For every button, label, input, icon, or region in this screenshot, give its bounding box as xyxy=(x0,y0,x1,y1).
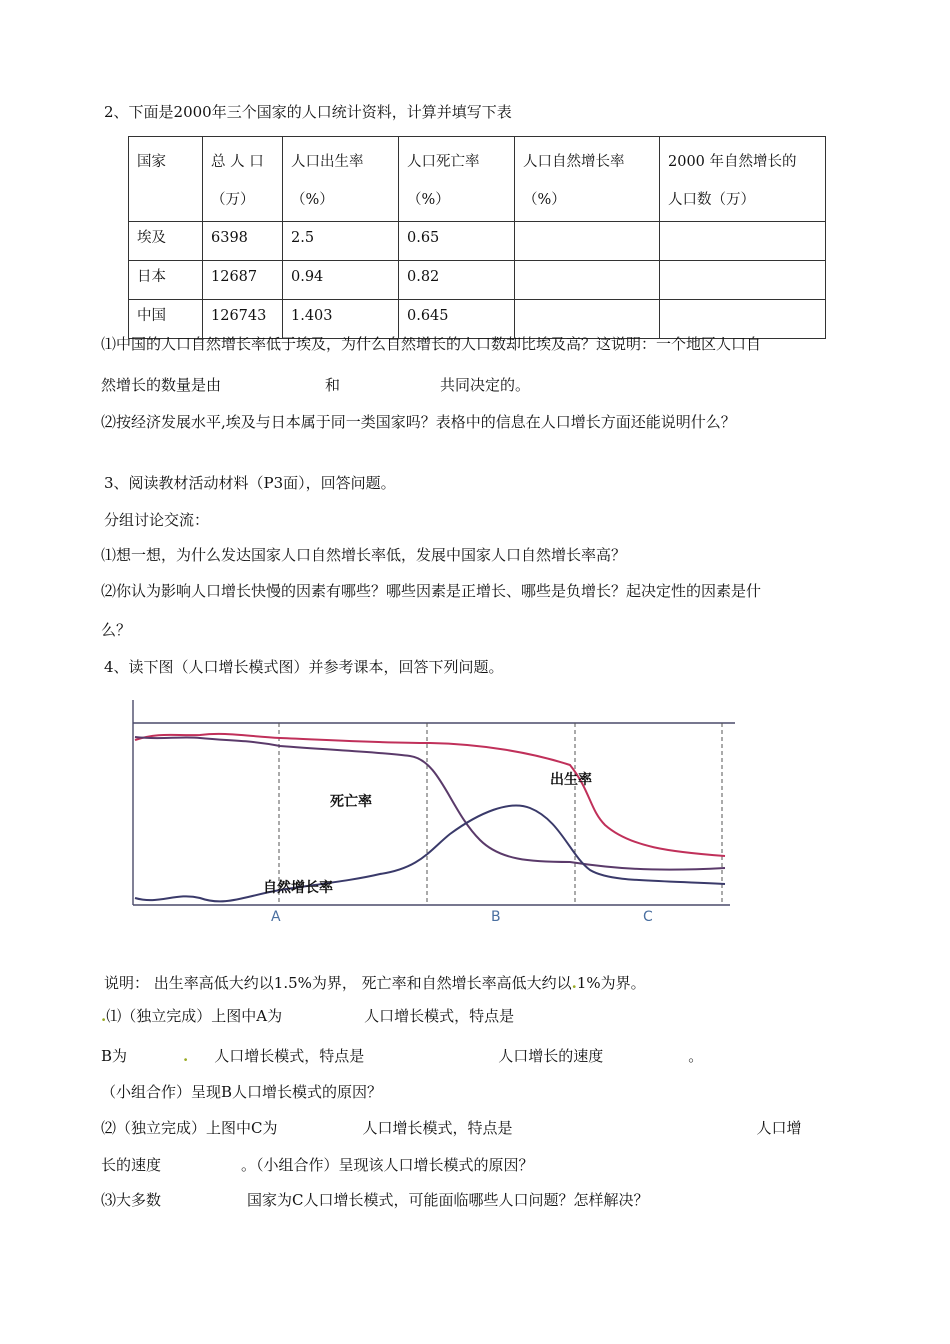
cell-country: 埃及 xyxy=(129,222,203,261)
header-country: 国家 xyxy=(129,137,203,222)
q2-sub1-part2: 和 xyxy=(325,376,341,394)
header-population: 总 人 口 （万） xyxy=(203,137,283,222)
q3-sub2-line2: 么？ xyxy=(101,621,132,639)
cell-natural-growth-rate[interactable] xyxy=(515,300,660,339)
cell-birth-rate: 0.94 xyxy=(283,261,399,300)
stage-label-c: C xyxy=(643,909,653,925)
q4-s2-speed-label: 长的速度 xyxy=(101,1156,162,1174)
cell-birth-rate: 1.403 xyxy=(283,300,399,339)
q3-title: 3、阅读教材活动材料（P3面），回答问题。 xyxy=(104,474,396,492)
q2-sub1-part1: 然增长的数量是由 xyxy=(101,376,222,394)
q4-title: 4、读下图（人口增长模式图）并参考课本，回答下列问题。 xyxy=(104,658,504,676)
q4-s2-part2: 人口增长模式，特点是 xyxy=(362,1119,513,1137)
q4-s1-line2 xyxy=(101,1046,703,1066)
table-header-row xyxy=(129,137,826,222)
q2-sub1-line1: ⑴中国的人口自然增长率低于埃及，为什么自然增长的人口数却比埃及高？这说明：一个地区人口自 xyxy=(101,335,762,353)
death-rate-line xyxy=(135,737,725,870)
q2-sub1-line2 xyxy=(101,375,530,395)
cell-natural-growth-rate[interactable] xyxy=(515,222,660,261)
q4-s1-line3: （小组合作）呈现B人口增长模式的原因？ xyxy=(101,1083,383,1101)
cell-death-rate: 0.645 xyxy=(399,300,515,339)
q4-s3-part2: 国家为C人口增长模式，可能面临哪些人口问题？怎样解决？ xyxy=(247,1191,649,1209)
chart-label-birth: 出生率 xyxy=(550,772,592,788)
q4-note-mark: . xyxy=(571,974,577,992)
q4-s1-b-part3: 人口增长的速度 xyxy=(498,1047,604,1065)
cell-population: 12687 xyxy=(203,261,283,300)
population-table xyxy=(128,136,826,339)
q3-group: 分组讨论交流： xyxy=(104,511,210,529)
q4-s1-b-part4: 。 xyxy=(688,1047,704,1065)
cell-death-rate: 0.82 xyxy=(399,261,515,300)
cell-birth-rate: 2.5 xyxy=(283,222,399,261)
q3-sub2-line1: ⑵你认为影响人口增长快慢的因素有哪些？哪些因素是正增长、哪些是负增长？起决定性的因素是什 xyxy=(101,582,762,600)
chart-label-death: 死亡率 xyxy=(330,794,372,810)
header-death-rate: 人口死亡率 （%） xyxy=(399,137,515,222)
table-row xyxy=(129,222,826,261)
q4-note-part1: 说明： 出生率高低大约以1.5%为界， 死亡率和自然增长率高低大约以 xyxy=(104,974,572,992)
cell-country: 中国 xyxy=(129,300,203,339)
stage-label-a: A xyxy=(271,909,281,925)
header-natural-growth-rate: 人口自然增长率 （%） xyxy=(515,137,660,222)
q4-s1-part1: ⑴（独立完成）上图中A为 xyxy=(106,1007,283,1025)
q4-note-part2: 1%为界。 xyxy=(576,974,646,992)
q4-s3-part1: ⑶大多数 xyxy=(101,1191,162,1209)
q2-title: 2、下面是2000年三个国家的人口统计资料，计算并填写下表 xyxy=(104,103,512,121)
q4-s1-b-mark: . xyxy=(183,1047,189,1065)
q4-s3 xyxy=(101,1190,649,1210)
q4-s2-part3: 人口增 xyxy=(756,1119,802,1137)
q4-s1-part2: 人口增长模式，特点是 xyxy=(364,1007,515,1025)
stage-label-b: B xyxy=(491,909,501,925)
q4-s2-line2 xyxy=(101,1155,534,1175)
q3-sub1: ⑴想一想，为什么发达国家人口自然增长率低，发展中国家人口自然增长率高？ xyxy=(101,546,627,564)
q4-s1-b-part2: 人口增长模式，特点是 xyxy=(214,1047,365,1065)
header-birth-rate: 人口出生率 （%） xyxy=(283,137,399,222)
q4-s1-b-label: B为 xyxy=(101,1047,128,1065)
q4-s2-part1: ⑵（独立完成）上图中C为 xyxy=(101,1119,278,1137)
natural-growth-line xyxy=(135,806,725,902)
q4-s2-line1 xyxy=(101,1118,802,1138)
table-row xyxy=(129,261,826,300)
header-natural-growth-count: 2000 年自然增长的 人口数（万） xyxy=(660,137,826,222)
chart-label-natural: 自然增长率 xyxy=(263,880,333,896)
cell-natural-growth-rate[interactable] xyxy=(515,261,660,300)
table-row xyxy=(129,300,826,339)
cell-population: 6398 xyxy=(203,222,283,261)
birth-rate-line xyxy=(135,734,725,856)
q4-s1-mark: . xyxy=(101,1007,107,1025)
population-growth-chart xyxy=(130,700,735,928)
cell-natural-growth-count[interactable] xyxy=(660,261,826,300)
cell-population: 126743 xyxy=(203,300,283,339)
q4-note xyxy=(104,973,646,993)
q4-s1-line1 xyxy=(101,1006,514,1026)
cell-natural-growth-count[interactable] xyxy=(660,300,826,339)
cell-natural-growth-count[interactable] xyxy=(660,222,826,261)
cell-death-rate: 0.65 xyxy=(399,222,515,261)
q4-s2-reason: 。（小组合作）呈现该人口增长模式的原因？ xyxy=(241,1156,534,1174)
cell-country: 日本 xyxy=(129,261,203,300)
q2-sub2: ⑵按经济发展水平,埃及与日本属于同一类国家吗？表格中的信息在人口增长方面还能说明什么？ xyxy=(101,413,736,431)
q2-sub1-part3: 共同决定的。 xyxy=(440,376,531,394)
